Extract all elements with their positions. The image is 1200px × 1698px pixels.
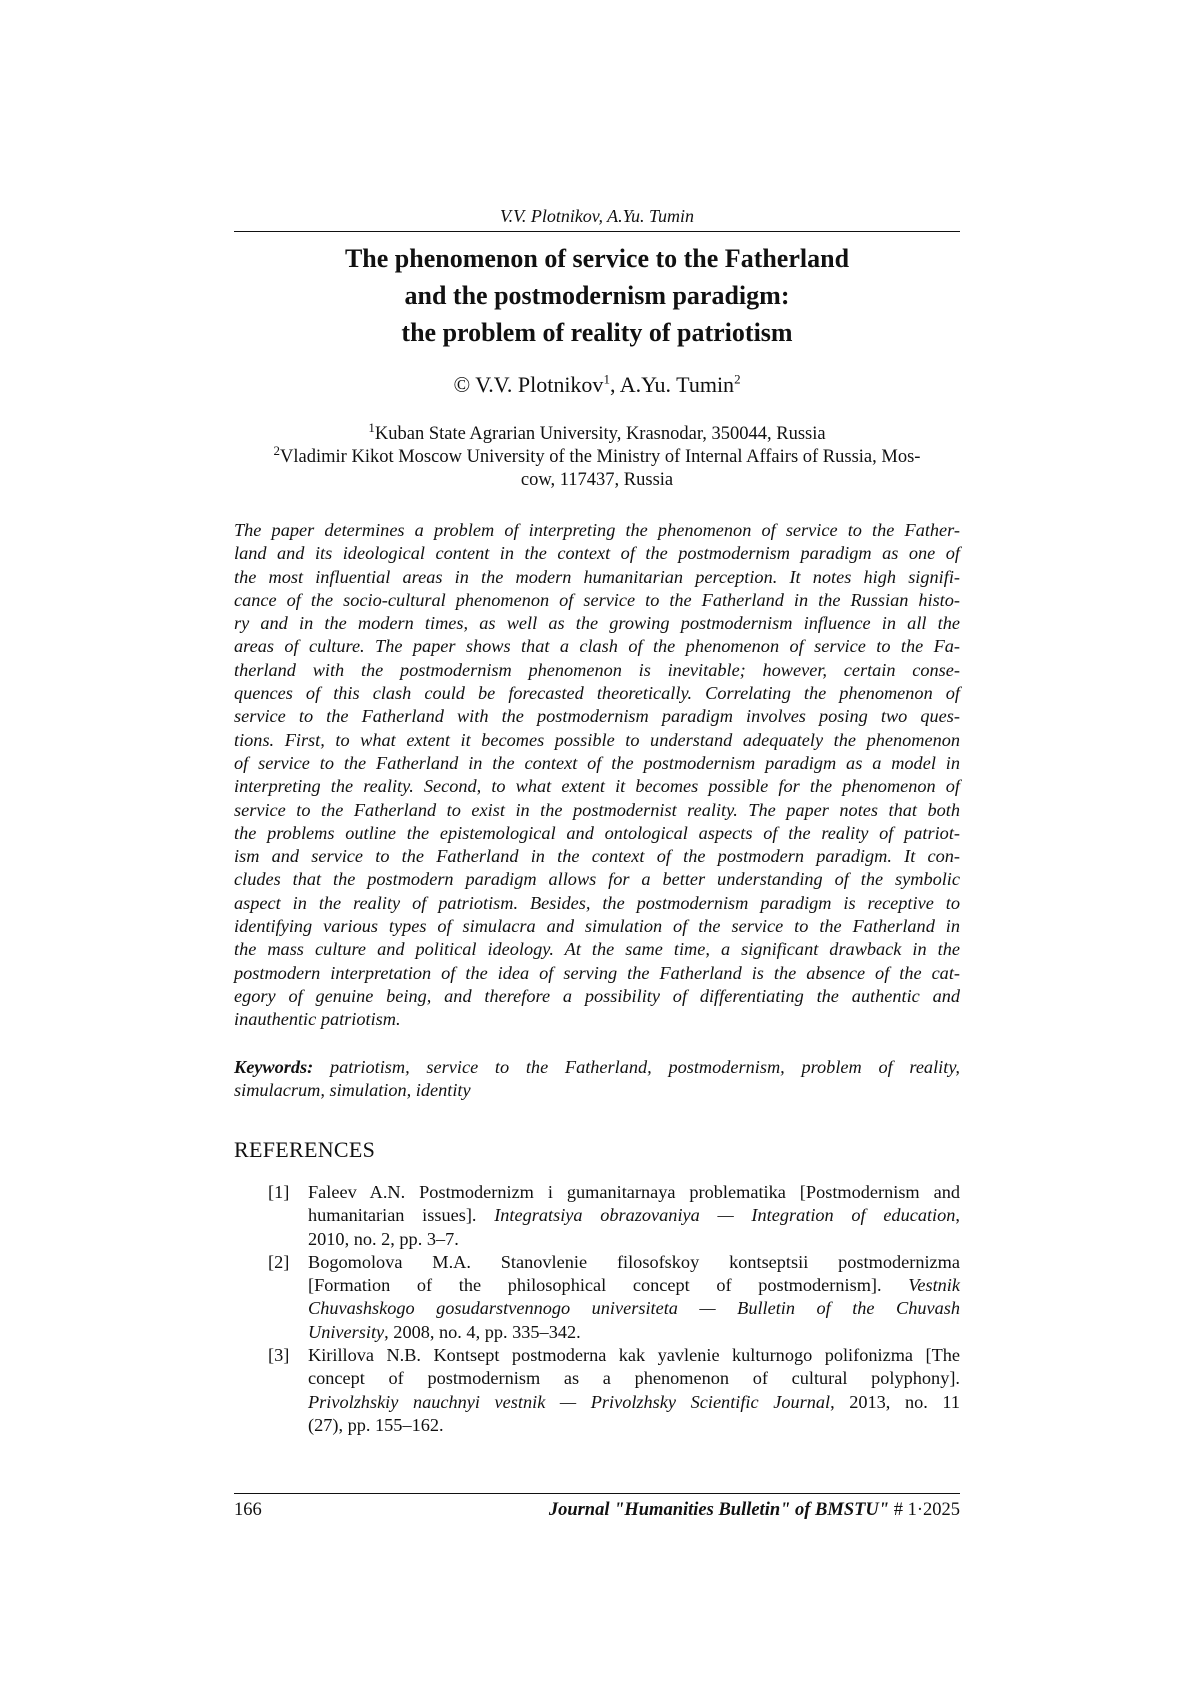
author-name: © V.V. Plotnikov: [453, 372, 604, 397]
abstract-line: quences of this clash could be forecasted theoretically. Correlating the phenomenon of: [234, 683, 960, 704]
reference-line: 2010, no. 2, pp. 3–7.: [308, 1228, 459, 1249]
title-line: The phenomenon of service to the Fatherland: [344, 244, 850, 273]
abstract-line: egory of genuine being, and therefore a possibility of differentiating the authentic and: [234, 985, 960, 1006]
affiliation-2: $^2$Vladimir Kikot Moscow University of the Ministry of Internal Affairs of Russia, Mos-: [273, 442, 921, 467]
abstract-line: aspect in the reality of patriotism. Besides, the postmodernism paradigm is receptive to: [234, 892, 960, 913]
abstract-line: ism and service to the Fatherland in the context of the postmodern paradigm. It con-: [234, 846, 960, 867]
abstract-line: interpreting the reality. Second, to what extent it becomes possible for the phenomenon of: [234, 776, 960, 797]
title-line: and the postmodernism paradigm:: [404, 281, 790, 310]
journal-name: Journal "Humanities Bulletin" of BMSTU": [548, 1500, 890, 1520]
reference-number: [2]: [268, 1251, 290, 1272]
abstract-line: tions. First, to what extent it becomes possible to understand adequately the phenomenon: [234, 729, 960, 750]
reference-number: [1]: [268, 1182, 290, 1202]
abstract-line: land and its ideological content in the context of the postmodernism paradigm as one of: [234, 543, 960, 564]
abstract-line: service to the Fatherland to exist in the postmodernist reality. The paper notes that both: [234, 799, 960, 820]
keywords-label: Keywords:: [234, 1057, 314, 1077]
reference-line: humanitarian issues]. Integratsiya obrazovaniya — Integration of education,: [308, 1205, 960, 1226]
abstract-line: identifying various types of simulacra and simulation of the service to the Fatherland in: [234, 916, 960, 937]
reference-number: [3]: [268, 1345, 290, 1366]
affiliation-marker: 1: [603, 371, 610, 387]
reference-line: Kirillova N.B. Kontsept postmoderna kak yavlenie kulturnogo polifonizma [The: [308, 1345, 960, 1366]
abstract-line: therland with the postmodernism phenomenon is inevitable; however, certain conse-: [234, 659, 960, 680]
paper-title: [234, 240, 960, 351]
abstract-line: the mass culture and political ideology. At the same time, a significant drawback in the: [234, 939, 960, 960]
reference-item: [268, 1344, 960, 1437]
title-line: the problem of reality of patriotism: [401, 318, 793, 347]
issue-number: # 1·2025: [889, 1500, 960, 1520]
affiliation-2-cont: cow, 117437, Russia: [520, 470, 674, 490]
abstract-line: the problems outline the epistemological and ontological aspects of the reality of patriot-: [234, 822, 960, 843]
affiliation-1: $^1$Kuban State Agrarian University, Krasnodar, 350044, Russia: [368, 419, 826, 444]
abstract: [234, 519, 960, 1032]
reference-line: Bogomolova M.A. Stanovlenie filosofskoy kontseptsii postmodernizma: [308, 1251, 960, 1272]
affiliation-marker: 2: [734, 371, 741, 387]
abstract-line: inauthentic patriotism.: [234, 1009, 401, 1030]
footer-rule: [234, 1493, 960, 1494]
abstract-line: cance of the socio-cultural phenomenon of service to the Fatherland in the Russian histo-: [234, 589, 960, 610]
abstract-line: cludes that the postmodern paradigm allows for a better understanding of the symbolic: [234, 869, 960, 890]
reference-line: [Formation of the philosophical concept of postmodernism]. Vestnik: [308, 1275, 960, 1296]
author-line: [234, 371, 960, 399]
author-name: , A.Yu. Tumin: [609, 372, 735, 397]
keywords-line: Keywords: patriotism, service to the Fatherland, postmodernism, problem of reality,: [234, 1057, 960, 1077]
reference-line: (27), pp. 155–162.: [308, 1414, 444, 1435]
reference-item: [268, 1181, 960, 1251]
reference-line: Privolzhskiy nauchnyi vestnik — Privolzhsky Scientific Journal, 2013, no. 11: [308, 1391, 960, 1412]
reference-line: concept of postmodernism as a phenomenon of cultural polyphony].: [308, 1368, 960, 1389]
reference-line: Chuvashskogo gosudarstvennogo universiteta — Bulletin of the Chuvash: [308, 1298, 960, 1319]
affiliations: [234, 419, 960, 492]
abstract-line: service to the Fatherland with the postmodernism paradigm involves posing two ques-: [234, 706, 960, 727]
page-number: 166: [234, 1500, 262, 1520]
references-heading: REFERENCES: [234, 1137, 376, 1162]
journal-info: [549, 1498, 960, 1522]
running-head: V.V. Plotnikov, A.Yu. Tumin: [499, 206, 695, 226]
abstract-line: the most influential areas in the modern humanitarian perception. It notes high signifi-: [234, 566, 960, 587]
abstract-line: areas of culture. The paper shows that a clash of the phenomenon of service to the Fa-: [234, 636, 960, 657]
keywords: [234, 1056, 960, 1103]
abstract-line: postmodern interpretation of the idea of serving the Fatherland is the absence of the cat-: [234, 962, 960, 983]
reference-line: Faleev A.N. Postmodernizm i gumanitarnaya problematika [Postmodernism and: [308, 1182, 960, 1202]
abstract-line: of service to the Fatherland in the context of the postmodernism paradigm as a model in: [234, 752, 960, 773]
reference-line: University, 2008, no. 4, pp. 335–342.: [308, 1321, 581, 1342]
keywords-line: simulacrum, simulation, identity: [234, 1080, 471, 1101]
references-list: [268, 1181, 960, 1437]
reference-item: [268, 1251, 960, 1344]
header-rule: [234, 231, 960, 232]
abstract-line: The paper determines a problem of interpreting the phenomenon of service to the Father-: [234, 520, 960, 540]
abstract-line: ry and in the modern times, as well as the growing postmodernism influence in all the: [234, 613, 960, 634]
